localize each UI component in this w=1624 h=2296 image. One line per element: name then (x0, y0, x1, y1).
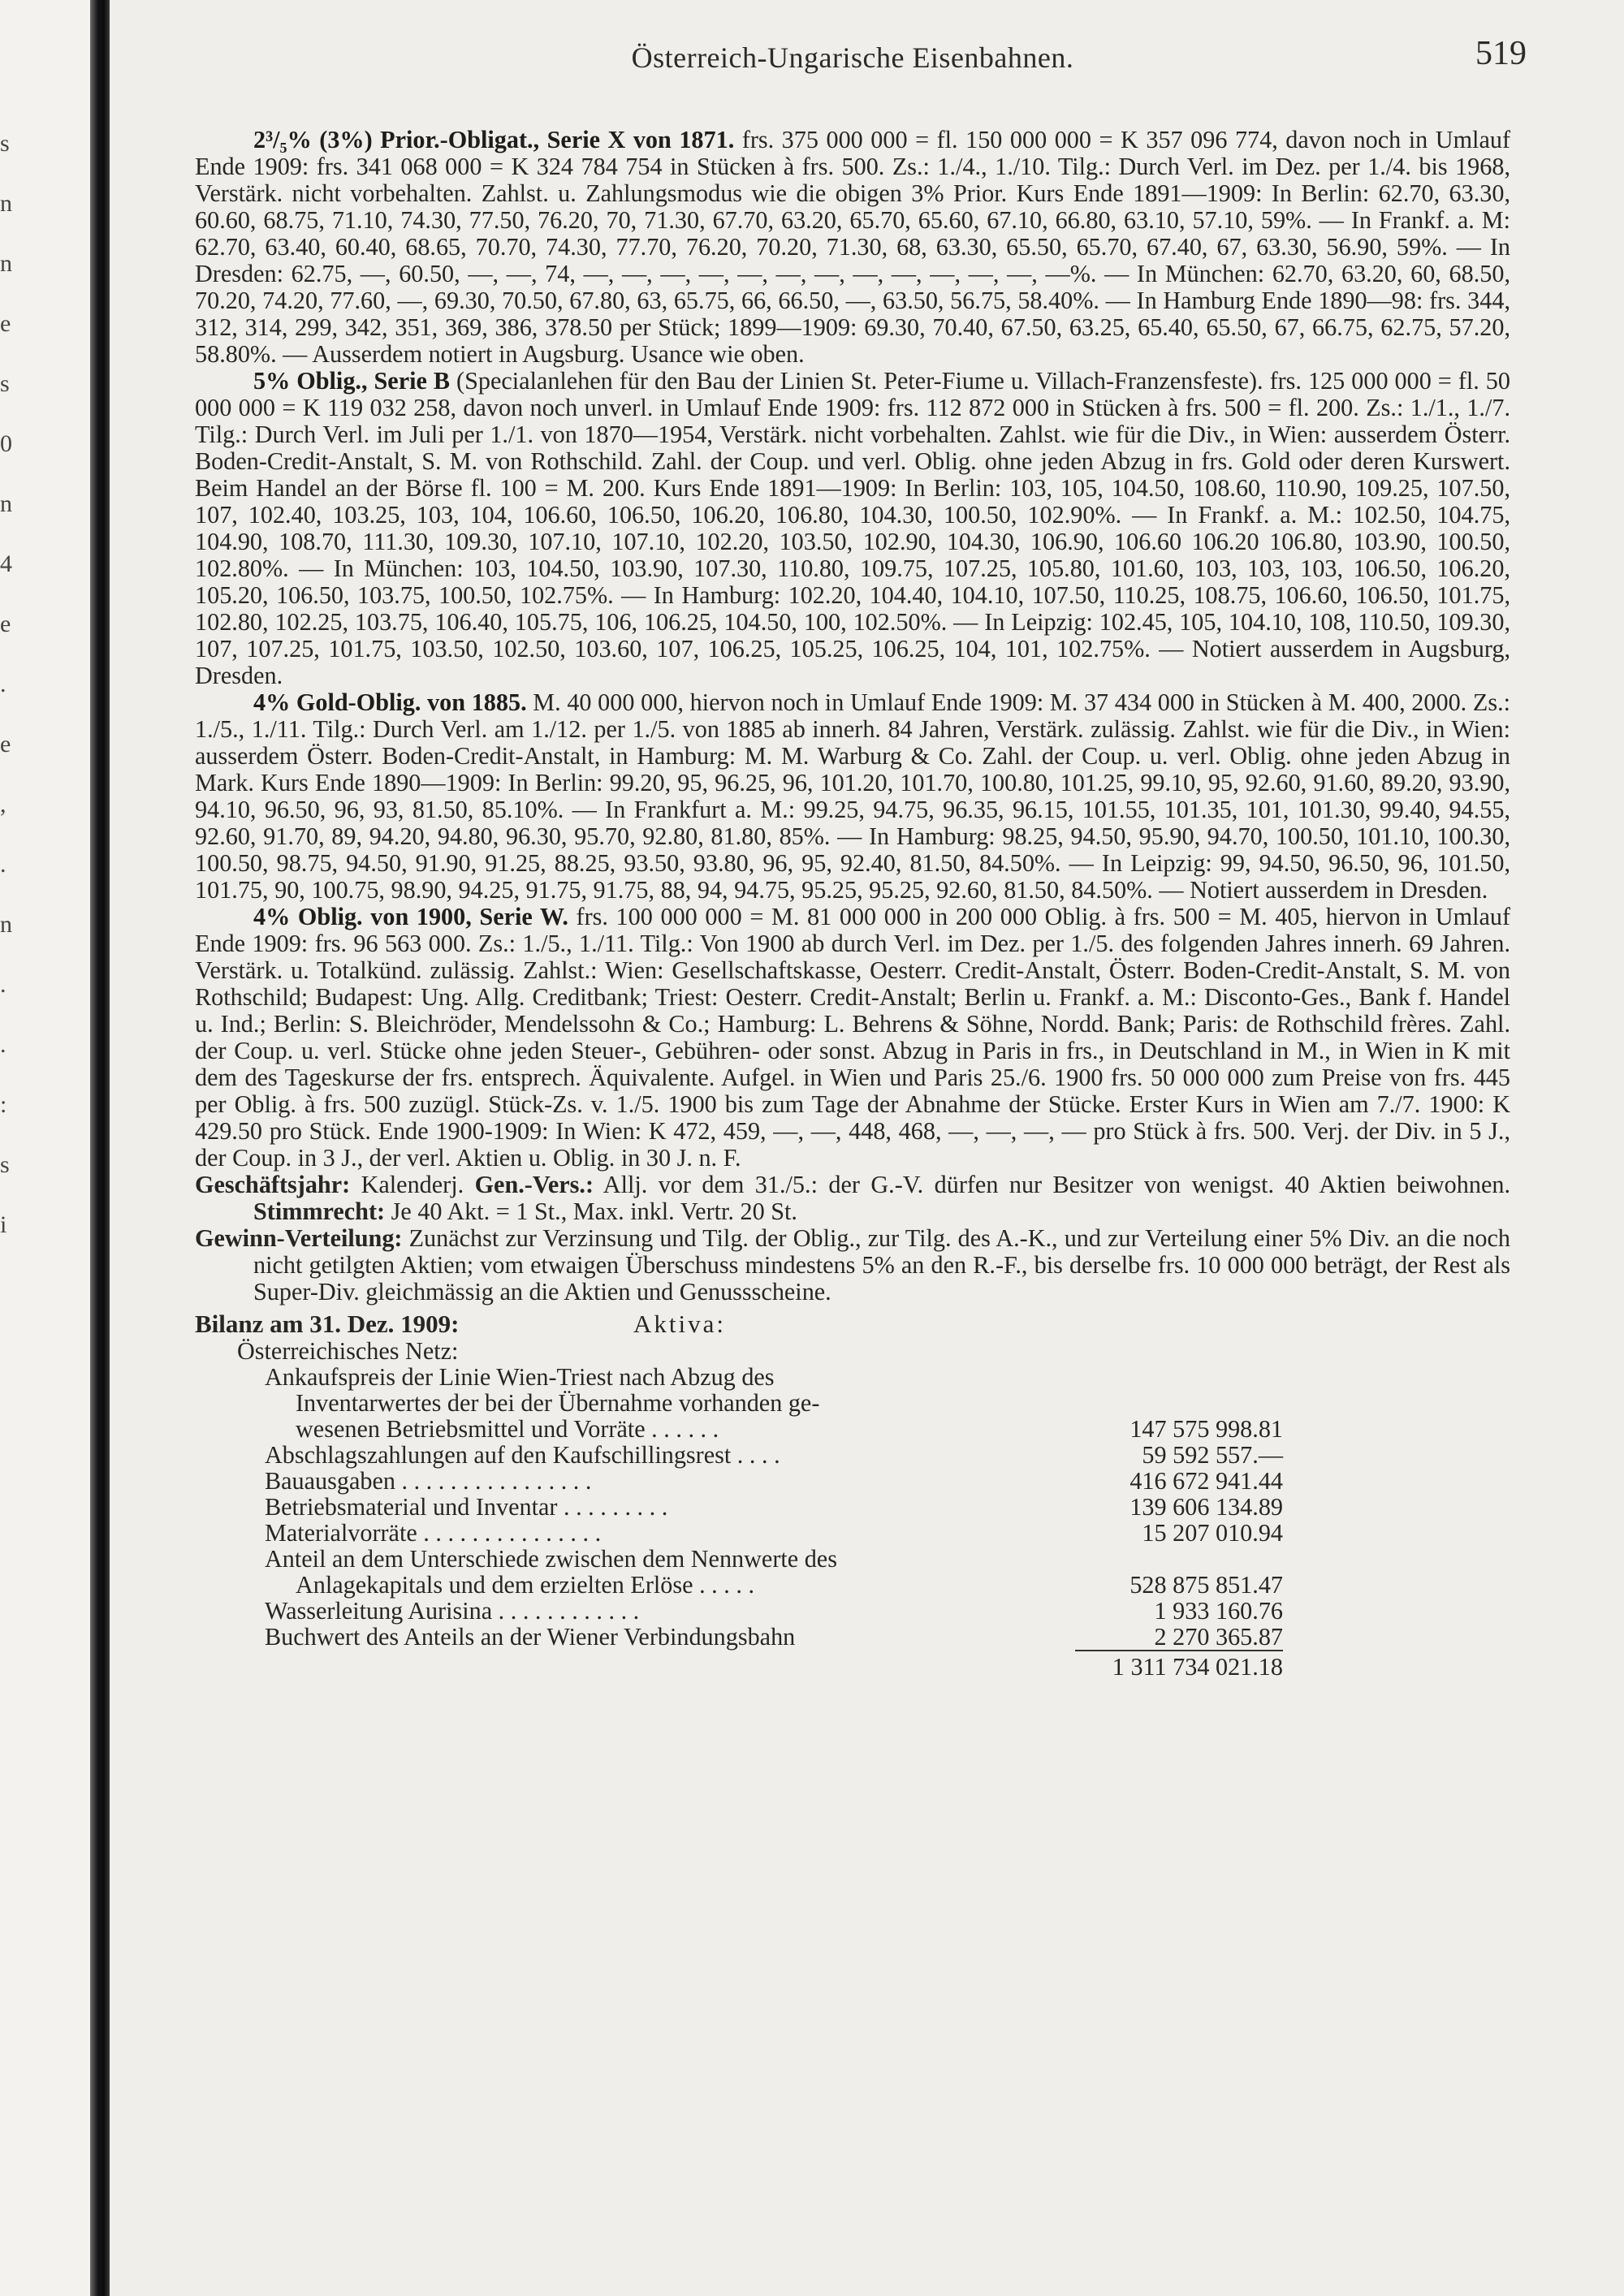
balance-row-label: wesenen Betriebsmittel und Vorräte . . . . . . (296, 1415, 719, 1443)
margin-marks (0, 114, 24, 1255)
balance-row (195, 1494, 1283, 1520)
gewinn-text: Zunächst zur Verzinsung und Tilg. der Oblig., zur Tilg. des A.-K., und zur Verteilung einer 5% Div. an die noch nicht getilgten Aktien; vom etwaigen Überschuss mindestens 5% an den R.-F., bis derselbe frs. 10 000 000 beträgt, der Rest als Super-Div. gleichmässig an die Aktien und Genussscheine. (253, 1224, 1510, 1306)
margin-mark: i (0, 1211, 7, 1238)
margin-mark: . (0, 971, 6, 998)
margin-mark: . (0, 851, 6, 878)
geschaeftsjahr-text: Kalenderj. (350, 1171, 475, 1198)
gen-vers-text: Allj. vor dem 31./5.: der G.-V. dürfen nur Besitzer von wenigst. 40 Aktien beiwohnen. (594, 1171, 1510, 1198)
balance-row-amount: 139 606 134.89 (1129, 1493, 1283, 1521)
margin-mark: n (0, 250, 12, 277)
balance-row (195, 1572, 1283, 1598)
running-title: Österreich-Ungarische Eisenbahnen. (631, 41, 1074, 74)
document-page (195, 31, 1527, 1681)
balance-row-label: Buchwert des Anteils an der Wiener Verbindungsbahn (265, 1623, 796, 1651)
balance-row-amount: 416 672 941.44 (1129, 1467, 1283, 1495)
balance-row (195, 1624, 1283, 1650)
page-binding-shadow (90, 0, 110, 2296)
margin-mark: n (0, 190, 12, 217)
paragraph-oblig-1900-serie-w (195, 904, 1510, 1172)
running-header (195, 31, 1527, 80)
margin-mark: : (0, 1091, 7, 1118)
balance-row-amount: 2 270 365.87 (1154, 1623, 1283, 1651)
margin-mark: s (0, 1151, 10, 1178)
balance-row-amount: 59 592 557.— (1142, 1441, 1283, 1469)
balance-row-label: Abschlagszahlungen auf den Kaufschillingsrest . . . . (265, 1441, 780, 1469)
margin-mark: s (0, 130, 10, 157)
paragraph-prior-oblig-serie-x (195, 127, 1510, 368)
balance-row-label: Bauausgaben . . . . . . . . . . . . . . . . (265, 1467, 592, 1495)
balance-row (195, 1598, 1283, 1624)
balance-row-amount: 1 933 160.76 (1154, 1597, 1283, 1625)
margin-mark: 4 (0, 550, 12, 577)
balance-row-amount: 147 575 998.81 (1129, 1415, 1283, 1443)
balance-row-label: Materialvorräte . . . . . . . . . . . . . . . (265, 1519, 602, 1547)
paragraph-text: (Specialanlehen für den Bau der Linien St. Peter-Fiume u. Villach-Franzensfeste). frs. 125 000 000 = fl. 50 000 000 = K 119 032 258, davon noch unverl. in Umlauf Ende 1909: frs. 112 872 000 in Stücken à frs. 500 = fl. 200. Zs.: 1./1., 1./7. Tilg.: Durch Verl. im Juli per 1./1. von 1870—1954, Verstärk. nicht vorbehalten. Zahlst. wie für die Div., in Wien: ausserdem Österr. Boden-Credit-Anstalt, S. M. von Rothschild. Zahl. der Coup. und verl. Oblig. ohne jeden Abzug in frs. Gold oder deren Kurswert. Beim Handel an der Börse fl. 100 = M. 200. Kurs Ende 1891—1909: In Berlin: 103, 105, 104.50, 108.60, 110.90, 109.25, 107.50, 107, 102.40, 103.25, 103, 104, 106.60, 106.50, 106.20, 106.80, 104.30, 100.50, 102.90%. — In Frankf. a. M.: 102.50, 104.75, 104.90, 108.70, 111.30, 109.30, 107.10, 107.10, 102.20, 103.50, 102.90, 104.30, 106.90, 106.60 106.20 106.80, 103.90, 100.50, 102.80%. — In München: 103, 104.50, 103.90, 107.30, 110.80, 109.75, 107.25, 105.80, 101.60, 103, 103, 103, 106.50, 106.20, 105.20, 106.50, 103.75, 100.50, 102.75%. — In Hamburg: 102.20, 104.40, 104.10, 107.50, 110.25, 108.75, 106.60, 106.50, 101.75, 102.80, 102.25, 103.75, 106.40, 105.75, 106, 106.25, 104.50, 100, 102.50%. — In Leipzig: 102.45, 105, 104.10, 108, 110.50, 109.30, 107, 107.25, 101.75, 103.50, 102.50, 103.60, 107, 106.25, 105.25, 106.25, 104, 101, 102.75%. — Notiert ausserdem in Augsburg, Dresden. (195, 367, 1510, 689)
balance-row (195, 1520, 1283, 1546)
paragraph-text: frs. 100 000 000 = M. 81 000 000 in 200 000 Oblig. à frs. 500 = M. 405, hiervon in Umlauf Ende 1909: frs. 96 563 000. Zs.: 1./5., 1./11. Tilg.: Von 1900 ab durch Verl. im Dez. per 1./5. des folgenden Jahres innerh. 69 Jahren. Verstärk. u. Totalkünd. zulässig. Zahlst.: Wien: Gesellschaftskasse, Oesterr. Credit-Anstalt, Österr. Boden-Credit-Anstalt, S. M. von Rothschild; Budapest: Ung. Allg. Creditbank; Triest: Oesterr. Credit-Anstalt; Berlin u. Frankf. a. M.: Disconto-Ges., Bank f. Handel u. Ind.; Berlin: S. Bleichröder, Mendelssohn & Co.; Hamburg: L. Behrens & Söhne, Nordd. Bank; Paris: de Rothschild frères. Zahl. der Coup. u. verl. Stücke ohne jeden Steuer-, Gebühren- oder sonst. Abzug in Paris in frs., in Deutschland in M., in Wien in K mit dem des Tageskurse der frs. entsprech. Äquivalente. Aufgel. in Wien und Paris 25./6. 1900 frs. 50 000 000 zum Preise von frs. 445 per Oblig. à frs. 500 zuzügl. Stück-Zs. v. 1./5. 1900 bis zum Tage der Abnahme der Stücke. Erster Kurs in Wien am 7./7. 1900: K 429.50 pro Stück. Ende 1900-1909: In Wien: K 472, 459, —, —, 448, 468, —, —, —, — pro Stück à frs. 500. Verj. der Div. in 5 J., der Coup. in 3 J., der verl. Aktien u. Oblig. in 30 J. n. F. (195, 903, 1510, 1172)
balance-row (195, 1546, 1283, 1572)
margin-mark: e (0, 310, 11, 337)
gen-vers-label: Gen.-Vers.: (474, 1171, 594, 1198)
margin-mark: , (0, 791, 6, 818)
paragraph-lead: 4% Gold-Oblig. von 1885. (253, 688, 527, 716)
balance-row (195, 1390, 1283, 1416)
paragraph-text: frs. 375 000 000 = fl. 150 000 000 = K 357 096 774, davon noch in Umlauf Ende 1909: frs. 341 068 000 = K 324 784 754 in Stücken à frs. 500. Zs.: 1./4., 1./10. Tilg.: Durch Verl. im Dez. per 1./4. bis 1968, Verstärk. nicht vorbehalten. Zahlst. u. Zahlungsmodus wie die obigen 3% Prior. Kurs Ende 1891—1909: In Berlin: 62.70, 63.30, 60.60, 68.75, 71.10, 74.30, 77.50, 76.20, 70, 71.30, 67.70, 63.20, 65.70, 65.60, 67.10, 66.80, 63.10, 57.10, 59%. — In Frankf. a. M: 62.70, 63.40, 60.40, 68.65, 70.70, 74.30, 77.70, 76.20, 70.20, 71.30, 68, 63.30, 65.50, 65.70, 67.40, 67, 63.30, 56.90, 59%. — In Dresden: 62.75, —, 60.50, —, —, 74, —, —, —, —, —, —, —, —, —, —, —, —, —%. — In München: 62.70, 63.20, 60, 68.50, 70.20, 74.20, 77.60, —, 69.30, 70.50, 67.80, 63, 65.75, 66, 66.50, —, 63.50, 56.75, 58.40%. — In Hamburg Ende 1890—98: frs. 344, 312, 314, 299, 342, 351, 369, 386, 378.50 per Stück; 1899—1909: 69.30, 70.40, 67.50, 63.25, 65.40, 65.50, 67, 66.75, 62.75, 57.20, 58.80%. — Ausserdem notiert in Augsburg. Usance wie oben. (195, 126, 1510, 368)
paragraph-oblig-serie-b (195, 368, 1510, 689)
margin-mark: 0 (0, 430, 12, 457)
balance-row-label: Betriebsmaterial und Inventar . . . . . . . . . (265, 1493, 668, 1521)
balance-row (195, 1364, 1283, 1390)
balance-row-label: Anteil an dem Unterschiede zwischen dem Nennwerte des (265, 1545, 837, 1573)
margin-mark: . (0, 1031, 6, 1058)
paragraph-geschaeftsjahr (195, 1172, 1510, 1225)
balance-total: 1 311 734 021.18 (1075, 1650, 1283, 1681)
stimmrecht-label: Stimmrecht: (253, 1198, 386, 1225)
balance-row-amount: 528 875 851.47 (1129, 1571, 1283, 1599)
balance-row-label: Ankaufspreis der Linie Wien-Triest nach Abzug des (265, 1363, 775, 1391)
paragraph-gewinn-verteilung (195, 1225, 1510, 1306)
stimmrecht-text: Je 40 Akt. = 1 St., Max. inkl. Vertr. 20 St. (385, 1198, 797, 1225)
paragraph-lead: 2³/₅% (3%) Prior.-Obligat., Serie X von 1871. (253, 126, 735, 153)
margin-mark: e (0, 731, 11, 757)
balance-section-title: Österreichisches Netz: (237, 1337, 459, 1365)
balance-row-amount: 15 207 010.94 (1142, 1519, 1283, 1547)
paragraph-text: M. 40 000 000, hiervon noch in Umlauf Ende 1909: M. 37 434 000 in Stücken à M. 400, 2000. Zs.: 1./5., 1./11. Tilg.: Durch Verl. am 1./12. per 1./5. von 1885 ab innerh. 84 Jahren, Verstärk. zulässig. Zahlst. wie für die Div., in Wien: ausserdem Österr. Boden-Credit-Anstalt, in Hamburg: M. M. Warburg & Co. Zahl. der Coup. u. verl. Oblig. ohne jeden Abzug in Mark. Kurs Ende 1890—1909: In Berlin: 99.20, 95, 96.25, 96, 101.20, 101.70, 100.80, 101.25, 99.10, 95, 92.60, 91.60, 89.20, 93.90, 94.10, 96.50, 96, 93, 81.50, 85.10%. — In Frankfurt a. M.: 99.25, 94.75, 96.35, 96.15, 101.55, 101.35, 101, 101.30, 99.40, 94.55, 92.60, 91.70, 89, 94.20, 94.80, 96.30, 95.70, 92.80, 81.80, 85%. — In Hamburg: 98.25, 94.50, 95.90, 94.70, 100.50, 101.10, 100.30, 100.50, 98.75, 94.50, 91.90, 91.25, 88.25, 93.50, 93.80, 96, 95, 92.40, 81.50, 84.50%. — In Leipzig: 99, 94.50, 96.50, 96, 101.50, 101.75, 90, 100.75, 98.90, 94.25, 91.75, 91.75, 88, 94, 94.75, 95.25, 95.25, 92.60, 81.50, 84.50%. — Notiert ausserdem in Dresden. (195, 688, 1511, 904)
balance-row-label: Wasserleitung Aurisina . . . . . . . . . . . . (265, 1597, 640, 1625)
balance-row (195, 1468, 1283, 1494)
balance-row-label: Anlagekapitals und dem erzielten Erlöse . . . . . (296, 1571, 754, 1599)
balance-row-label: Inventarwertes der bei der Übernahme vorhanden ge- (296, 1389, 820, 1417)
paragraph-lead: 5% Oblig., Serie B (253, 367, 451, 395)
balance-side-label: Aktiva: (633, 1310, 726, 1338)
margin-mark: n (0, 911, 12, 938)
margin-mark: . (0, 671, 6, 697)
balance-row (195, 1416, 1283, 1442)
balance-total-row (195, 1650, 1283, 1681)
page-number: 519 (1475, 35, 1527, 72)
margin-mark: s (0, 370, 10, 397)
gewinn-label: Gewinn-Verteilung: (195, 1224, 403, 1252)
margin-mark: n (0, 490, 12, 517)
balance-rows (195, 1364, 1283, 1650)
paragraph-gold-oblig-1885 (195, 689, 1510, 904)
document-body (195, 127, 1510, 1681)
balance-header (195, 1310, 1510, 1338)
balance-title: Bilanz am 31. Dez. 1909: (195, 1310, 460, 1338)
margin-mark: e (0, 611, 11, 637)
scan-margin (0, 0, 104, 2296)
paragraph-lead: 4% Oblig. von 1900, Serie W. (253, 903, 568, 930)
geschaeftsjahr-label: Geschäftsjahr: (195, 1171, 351, 1198)
balance-row (195, 1442, 1283, 1468)
